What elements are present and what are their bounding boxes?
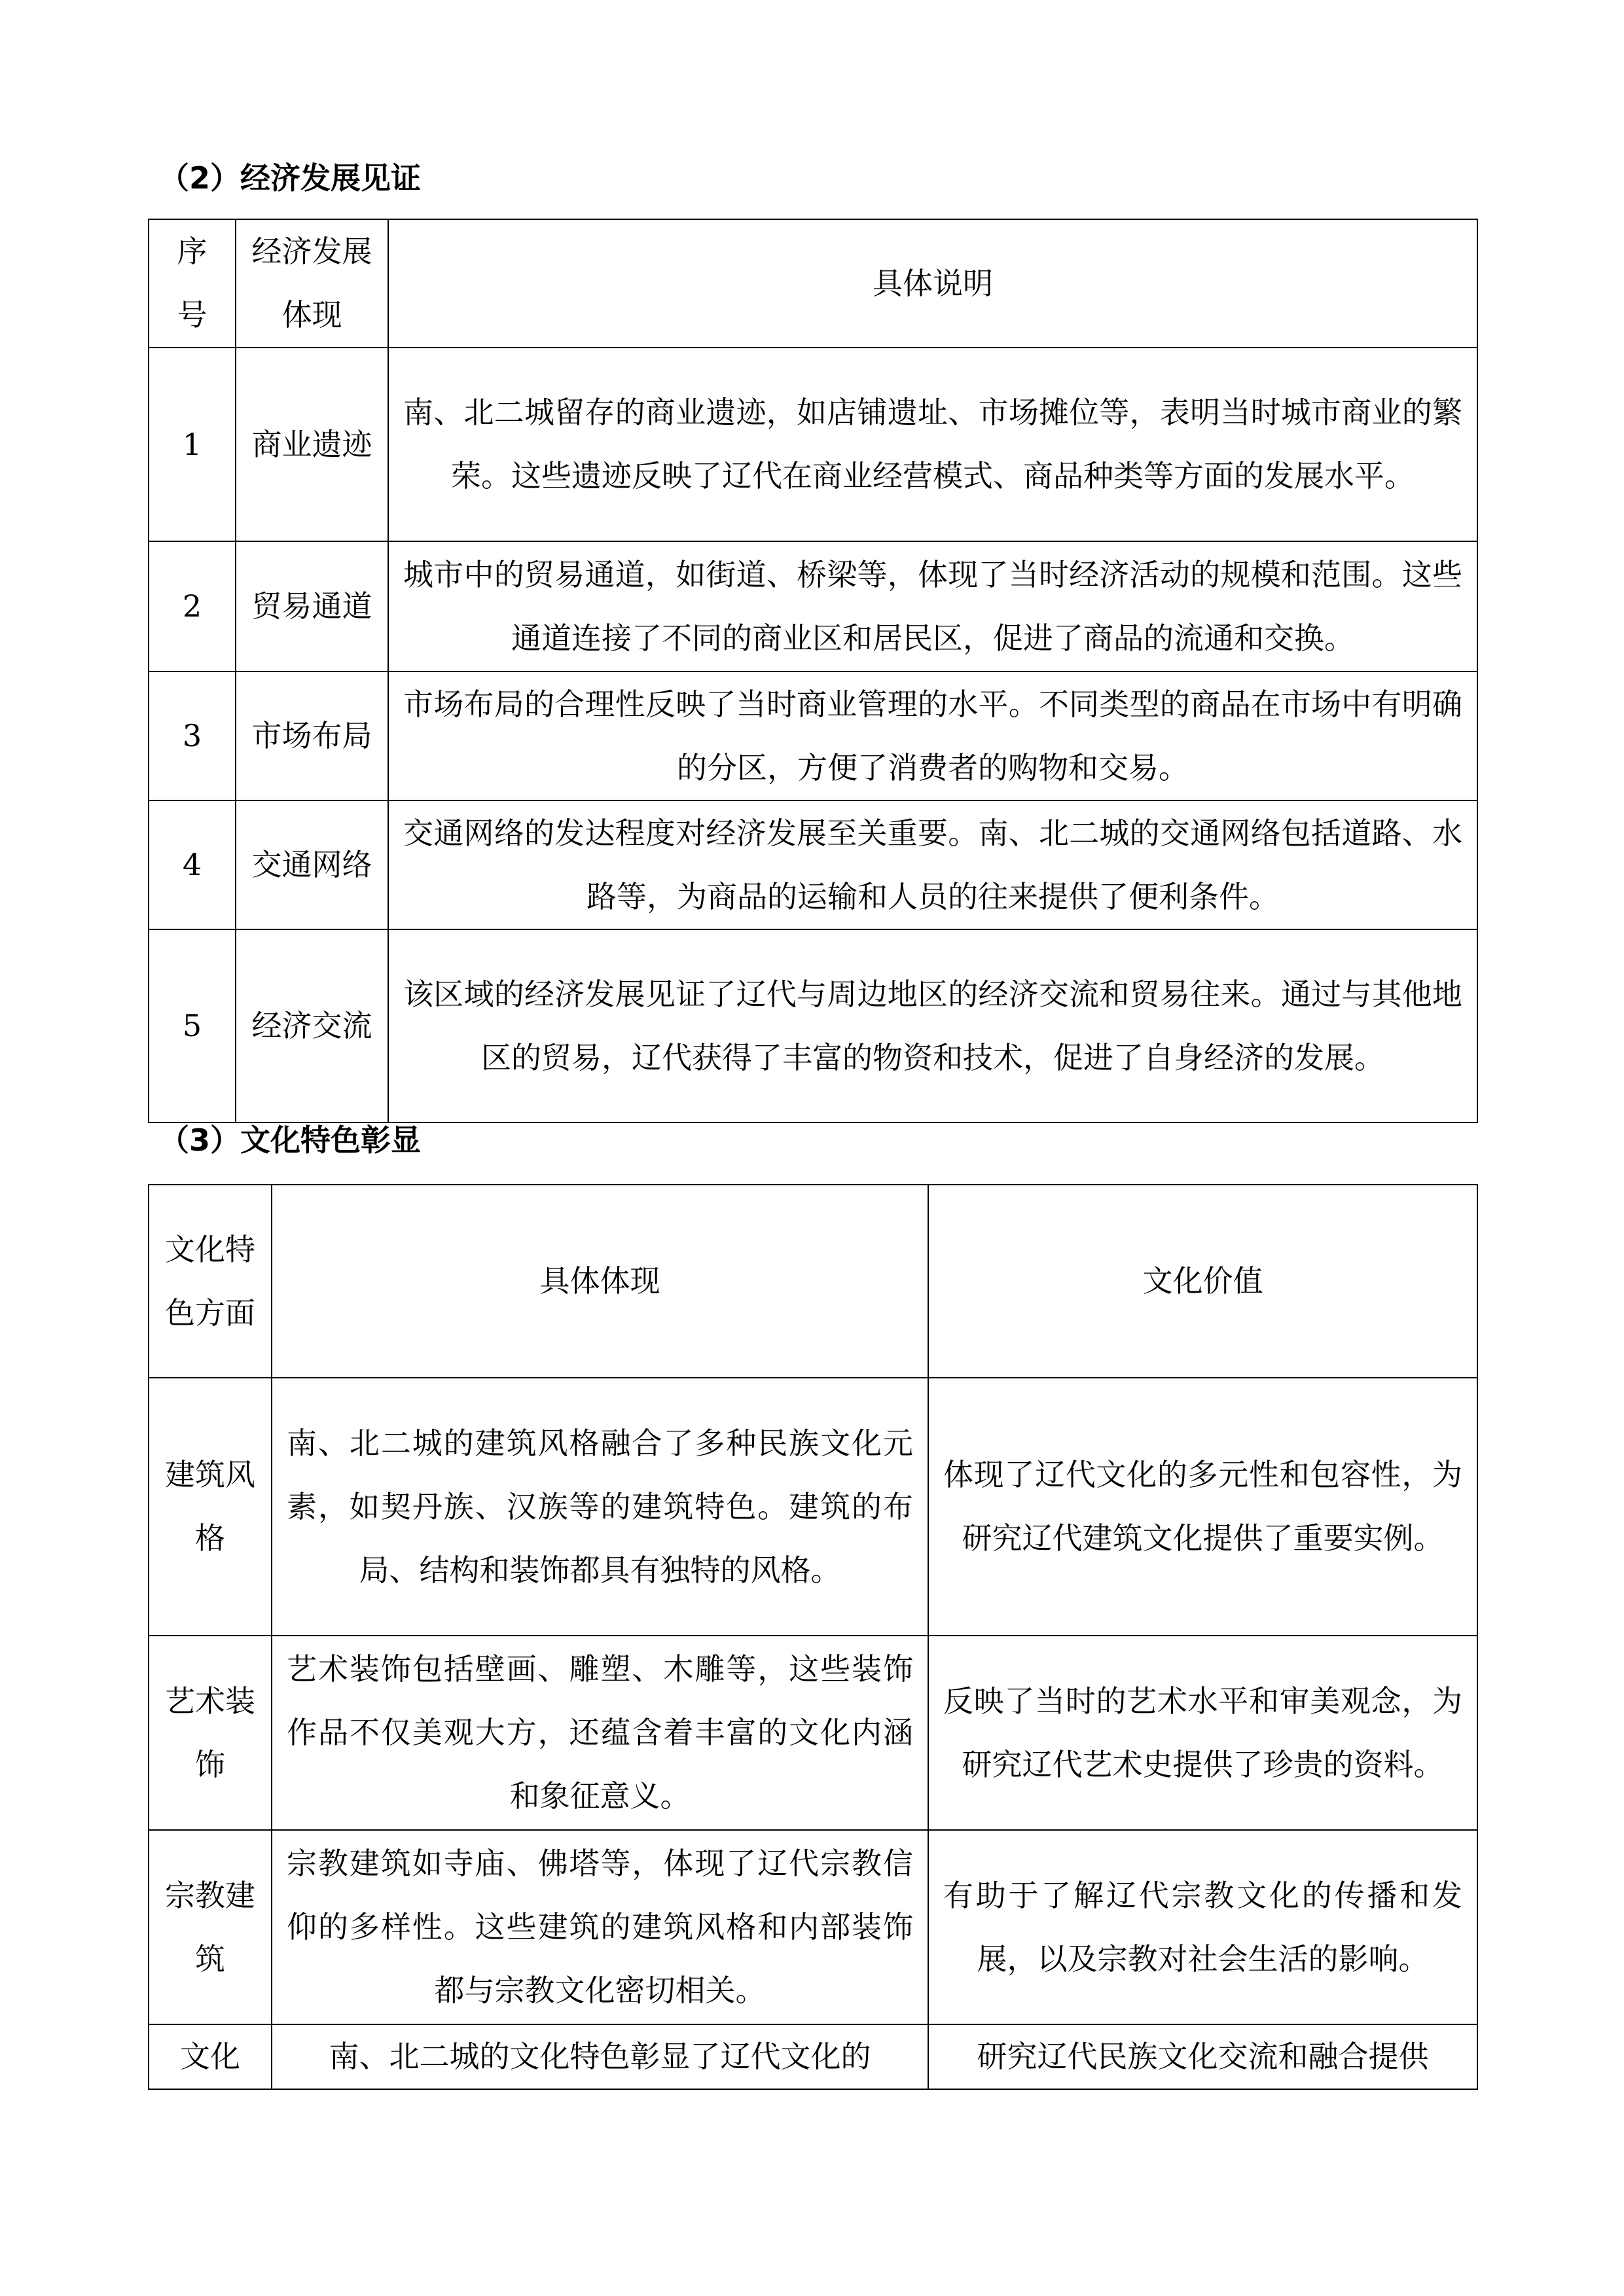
row-aspect: 艺术装饰 (149, 1636, 272, 1830)
row-detail: 城市中的贸易通道，如街道、桥梁等，体现了当时经济活动的规模和范围。这些通道连接了不同的商业区和居民区，促进了商品的流通和交换。 (388, 541, 1477, 672)
row-detail: 交通网络的发达程度对经济发展至关重要。南、北二城的交通网络包括道路、水路等，为商品的运输和人员的往来提供了便利条件。 (388, 800, 1477, 929)
table-row (149, 1636, 1477, 1830)
row-detail: 该区域的经济发展见证了辽代与周边地区的经济交流和贸易往来。通过与其他地区的贸易，辽代获得了丰富的物资和技术，促进了自身经济的发展。 (388, 929, 1477, 1122)
economic-development-table (148, 219, 1478, 1123)
table-row (149, 1830, 1477, 2024)
row-manifestation: 南、北二城的文化特色彰显了辽代文化的 (272, 2024, 928, 2089)
row-cultural-value: 体现了辽代文化的多元性和包容性，为研究辽代建筑文化提供了重要实例。 (928, 1378, 1477, 1636)
row-aspect: 交通网络 (236, 800, 388, 929)
table-header-row (149, 219, 1477, 348)
row-aspect: 商业遗迹 (236, 348, 388, 541)
table-row (149, 2024, 1477, 2089)
section-heading-culture: （3）文化特色彰显 (159, 1122, 422, 1158)
header-culture-aspect: 文化特色方面 (149, 1185, 272, 1378)
row-seq: 5 (149, 929, 236, 1122)
row-manifestation: 艺术装饰包括壁画、雕塑、木雕等，这些装饰作品不仅美观大方，还蕴含着丰富的文化内涵和象征意义。 (272, 1636, 928, 1830)
row-aspect: 宗教建筑 (149, 1830, 272, 2024)
row-manifestation: 宗教建筑如寺庙、佛塔等，体现了辽代宗教信仰的多样性。这些建筑的建筑风格和内部装饰都与宗教文化密切相关。 (272, 1830, 928, 2024)
row-aspect: 贸易通道 (236, 541, 388, 672)
header-manifestation: 具体体现 (272, 1185, 928, 1378)
table-row (149, 800, 1477, 929)
row-aspect: 市场布局 (236, 672, 388, 800)
row-cultural-value: 反映了当时的艺术水平和审美观念，为研究辽代艺术史提供了珍贵的资料。 (928, 1636, 1477, 1830)
table-row (149, 672, 1477, 800)
table-row (149, 348, 1477, 541)
table-header-row (149, 1185, 1477, 1378)
table-row (149, 1378, 1477, 1636)
row-seq: 2 (149, 541, 236, 672)
row-seq: 3 (149, 672, 236, 800)
row-aspect: 建筑风格 (149, 1378, 272, 1636)
header-seq: 序号 (149, 219, 236, 348)
row-aspect: 经济交流 (236, 929, 388, 1122)
cultural-features-table (148, 1184, 1478, 2090)
header-detail: 具体说明 (388, 219, 1477, 348)
table-row (149, 929, 1477, 1122)
row-seq: 1 (149, 348, 236, 541)
section-heading-economic: （2）经济发展见证 (159, 160, 422, 196)
row-seq: 4 (149, 800, 236, 929)
row-detail: 市场布局的合理性反映了当时商业管理的水平。不同类型的商品在市场中有明确的分区，方便了消费者的购物和交易。 (388, 672, 1477, 800)
table-row (149, 541, 1477, 672)
header-economic-aspect: 经济发展体现 (236, 219, 388, 348)
row-detail: 南、北二城留存的商业遗迹，如店铺遗址、市场摊位等，表明当时城市商业的繁荣。这些遗迹反映了辽代在商业经营模式、商品种类等方面的发展水平。 (388, 348, 1477, 541)
header-cultural-value: 文化价值 (928, 1185, 1477, 1378)
row-cultural-value: 研究辽代民族文化交流和融合提供 (928, 2024, 1477, 2089)
row-cultural-value: 有助于了解辽代宗教文化的传播和发展，以及宗教对社会生活的影响。 (928, 1830, 1477, 2024)
row-aspect: 文化 (149, 2024, 272, 2089)
row-manifestation: 南、北二城的建筑风格融合了多种民族文化元素，如契丹族、汉族等的建筑特色。建筑的布局、结构和装饰都具有独特的风格。 (272, 1378, 928, 1636)
